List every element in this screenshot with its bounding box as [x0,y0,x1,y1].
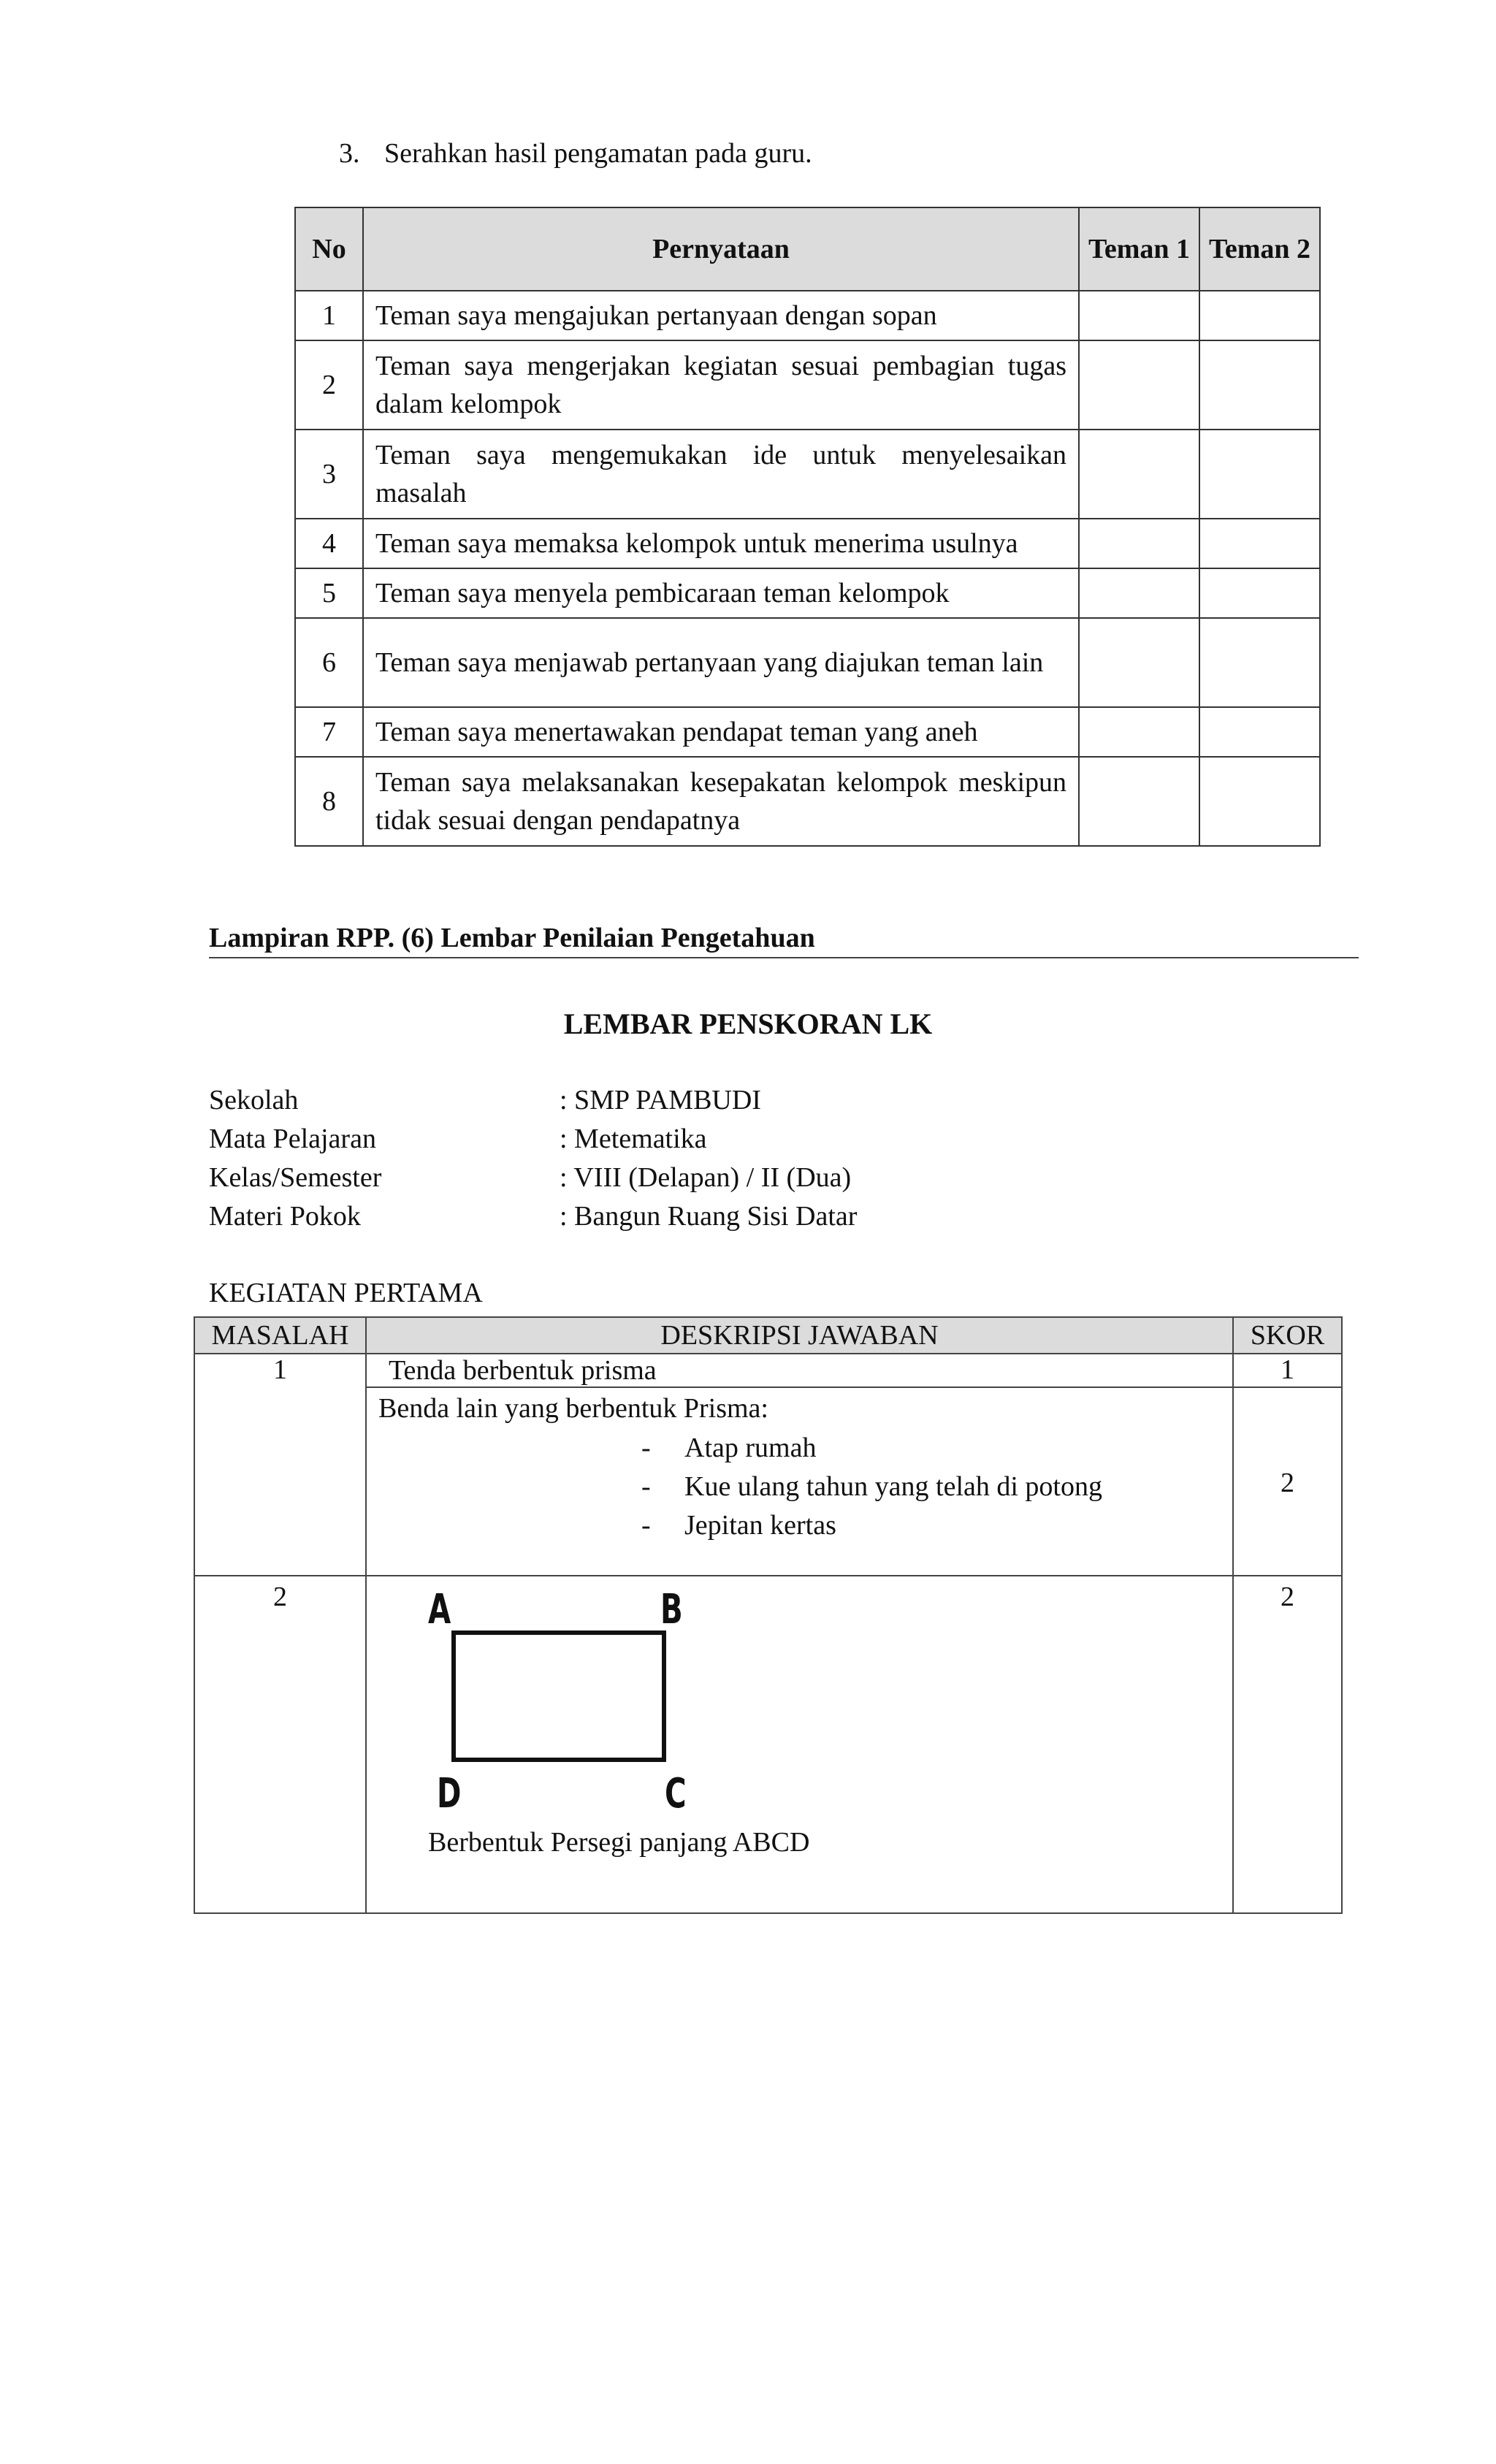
rectangle-abcd-shape [451,1630,666,1762]
info-label: Materi Pokok [209,1201,361,1232]
list-item-text: Kue ulang tahun yang telah di potong [684,1471,1102,1502]
header-statement: Pernyataan [363,207,1079,291]
score-cell [1233,1576,1342,1913]
friend-2-check-cell[interactable] [1199,291,1320,340]
friend-1-check-cell[interactable] [1079,568,1199,618]
list-item [641,1468,1232,1506]
info-row-subject [209,1120,857,1159]
row-statement: Teman saya mengemukakan ide untuk menyelesaikan masalah [363,430,1079,519]
friend-1-check-cell[interactable] [1079,519,1199,568]
row-statement: Teman saya memaksa kelompok untuk menerima usulnya [363,519,1079,568]
row-number: 6 [295,618,363,707]
score-value: 2 [1281,1468,1294,1498]
table-row [194,1576,1342,1913]
row-statement: Teman saya mengerjakan kegiatan sesuai pembagian tugas dalam kelompok [363,340,1079,430]
answer-text: Tenda berbentuk prisma [389,1355,657,1386]
scoring-header-row [194,1317,1342,1354]
row-statement: Teman saya melaksanakan kesepakatan kelompok meskipun tidak sesuai dengan pendapatnya [363,757,1079,846]
bullet-dash: - [641,1471,651,1502]
score-cell [1233,1387,1342,1576]
info-value: : VIII (Delapan) / II (Dua) [560,1162,852,1193]
list-item [641,1429,1232,1468]
observation-header-row [295,207,1320,291]
row-number: 5 [295,568,363,618]
row-number: 1 [295,291,363,340]
info-value: : SMP PAMBUDI [560,1085,761,1115]
info-value: : Bangun Ruang Sisi Datar [560,1201,858,1232]
list-item [641,1506,1232,1545]
identity-info [209,1081,857,1236]
vertex-label-b: B [660,1586,683,1633]
friend-2-check-cell[interactable] [1199,618,1320,707]
friend-2-check-cell[interactable] [1199,707,1320,757]
table-row [295,291,1320,340]
table-row [295,707,1320,757]
friend-2-check-cell[interactable] [1199,757,1320,846]
info-label: Sekolah [209,1085,299,1115]
header-problem: MASALAH [194,1317,366,1354]
section-title: Lampiran RPP. (6) Lembar Penilaian Pengetahuan [209,922,1359,958]
answer-cell [366,1354,1233,1387]
answer-cell [366,1576,1233,1913]
header-friend-1: Teman 1 [1079,207,1199,291]
friend-1-check-cell[interactable] [1079,291,1199,340]
table-row [295,430,1320,519]
rectangle-figure [367,1576,1232,1912]
table-row [194,1387,1342,1576]
table-row [194,1354,1342,1387]
row-number: 2 [295,340,363,430]
row-number: 8 [295,757,363,846]
list-item-text: Jepitan kertas [684,1510,836,1541]
row-statement: Teman saya menertawakan pendapat teman yang aneh [363,707,1079,757]
problem-number: 2 [273,1582,287,1612]
row-number: 3 [295,430,363,519]
header-friend-2: Teman 2 [1199,207,1320,291]
row-statement: Teman saya menjawab pertanyaan yang diajukan teman lain [363,618,1079,707]
problem-number: 1 [194,1354,366,1576]
instruction-step [339,137,812,169]
friend-2-check-cell[interactable] [1199,430,1320,519]
friend-1-check-cell[interactable] [1079,757,1199,846]
step-text: Serahkan hasil pengamatan pada guru. [384,138,812,169]
vertex-label-a: A [428,1586,451,1633]
sheet-title: LEMBAR PENSKORAN LK [563,1007,933,1040]
header-no: No [295,207,363,291]
scoring-table [194,1316,1343,1914]
table-row [295,757,1320,846]
friend-1-check-cell[interactable] [1079,430,1199,519]
row-number: 4 [295,519,363,568]
answer-caption: Berbentuk Persegi panjang ABCD [428,1827,810,1858]
info-value: : Metematika [560,1124,707,1154]
score-value: 1 [1233,1354,1342,1387]
info-row-topic [209,1197,857,1236]
header-description: DESKRIPSI JAWABAN [366,1317,1233,1354]
friend-2-check-cell[interactable] [1199,340,1320,430]
friend-2-check-cell[interactable] [1199,519,1320,568]
info-row-class [209,1159,857,1197]
table-row [295,340,1320,430]
table-row [295,519,1320,568]
answer-list [367,1429,1232,1545]
bullet-dash: - [641,1433,651,1463]
activity-title: KEGIATAN PERTAMA [209,1278,483,1308]
list-item-text: Atap rumah [684,1433,817,1463]
vertex-label-c: C [665,1770,687,1818]
info-label: Kelas/Semester [209,1162,382,1193]
step-number: 3. [339,138,360,169]
friend-2-check-cell[interactable] [1199,568,1320,618]
info-label: Mata Pelajaran [209,1124,376,1154]
table-row [295,568,1320,618]
info-row-school [209,1081,857,1120]
score-value: 2 [1281,1582,1294,1612]
friend-1-check-cell[interactable] [1079,340,1199,430]
table-row [295,618,1320,707]
problem-cell [194,1576,366,1913]
bullet-dash: - [641,1510,651,1541]
vertex-label-d: D [437,1770,462,1818]
header-score: SKOR [1233,1317,1342,1354]
answer-intro: Benda lain yang berbentuk Prisma: [378,1393,768,1424]
row-statement: Teman saya mengajukan pertanyaan dengan sopan [363,291,1079,340]
row-number: 7 [295,707,363,757]
row-statement: Teman saya menyela pembicaraan teman kelompok [363,568,1079,618]
observation-table [294,207,1321,847]
friend-1-check-cell[interactable] [1079,618,1199,707]
friend-1-check-cell[interactable] [1079,707,1199,757]
answer-cell [366,1387,1233,1576]
